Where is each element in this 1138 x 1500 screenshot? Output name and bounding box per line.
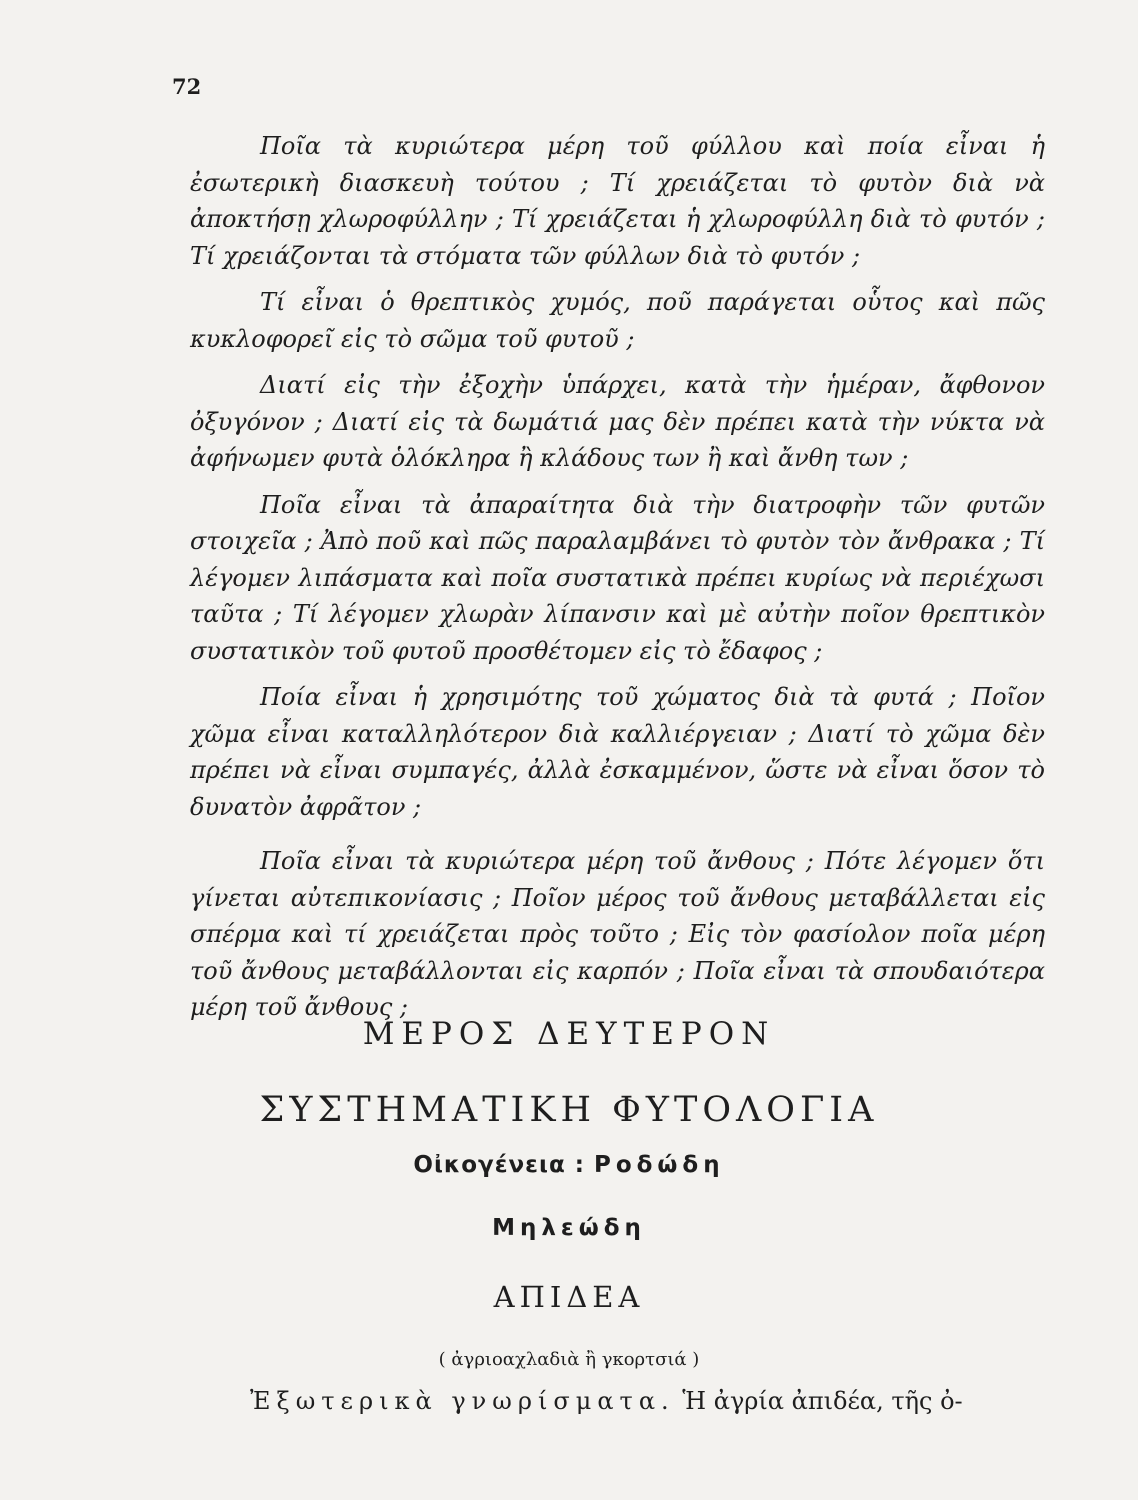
genus-heading: ΑΠΙΔΕΑ <box>493 1280 645 1314</box>
description-start <box>250 1387 1060 1415</box>
question-sap: Τί εἶναι ὁ θρεπτικὸς χυμός, ποῦ παράγεται οὗτος καὶ πῶς κυκλοφορεῖ εἰς τὸ σῶμα τοῦ φυτοῦ ; <box>190 288 1045 353</box>
question-oxygen: Διατί εἰς τὴν ἐξοχὴν ὑπάρχει, κατὰ τὴν ἡμέραν, ἄφθονον ὀξυγόνον ; Διατί εἰς τὰ δωμάτιά μας δὲν πρέπει κατὰ τὴν νύκτα νὰ ἀφήνωμεν φυτὰ ὁλόκληρα ἢ κλάδους των ἢ καὶ ἄνθη των ; <box>190 371 1045 472</box>
question-flower: Ποῖα εἶναι τὰ κυριώτερα μέρη τοῦ ἄνθους ; Πότε λέγομεν ὅτι γίνεται αὐτεπικονίασις ; Ποῖον μέρος τοῦ ἄνθους μεταβάλλεται εἰς σπέρμα καὶ τί χρειάζεται πρὸς τοῦτο ; Εἰς τὸν φασίολον ποῖα μέρη τοῦ ἄνθους μεταβάλλονται εἰς καρπόν ; Ποῖα εἶναι τὰ σπουδαιότερα μέρη τοῦ ἄνθους ; <box>190 847 1045 1021</box>
question-leaf: Ποῖα τὰ κυριώτερα μέρη τοῦ φύλλου καὶ ποία εἶναι ἡ ἐσωτερικὴ διασκευὴ τούτου ; Τί χρειάζεται τὸ φυτὸν διὰ νὰ ἀποκτήσῃ χλωροφύλλην ; Τί χρειάζεται ἡ χλωροφύλλη διὰ τὸ φυτόν ; Τί χρειάζονται τὰ στόματα τῶν φύλλων διὰ τὸ φυτόν ; <box>190 132 1045 270</box>
review-questions <box>190 128 1045 1036</box>
question-nutrition: Ποῖα εἶναι τὰ ἀπαραίτητα διὰ τὴν διατροφὴν τῶν φυτῶν στοιχεῖα ; Ἀπὸ ποῦ καὶ πῶς παραλαμβάνει τὸ φυτὸν τὸν ἄνθρακα ; Τί λέγομεν λιπάσματα καὶ ποῖα συστατικὰ πρέπει κυρίως νὰ περιέχωσι ταῦτα ; Τί λέγομεν χλωρὰν λίπανσιν καὶ μὲ αὐτὴν ποῖον θρεπτικὸν συστατικὸν τοῦ φυτοῦ προσθέτομεν εἰς τὸ ἔδαφος ; <box>190 490 1045 665</box>
page-number: 72 <box>172 74 202 99</box>
common-names: ( ἀγριοαχλαδιὰ ἢ γκορτσιά ) <box>438 1349 700 1370</box>
family-heading <box>0 1152 1138 1178</box>
part-heading: ΜΕΡΟΣ ΔΕΥΤΕΡΟΝ <box>362 1016 776 1052</box>
family-name: Ροδώδη <box>593 1152 725 1178</box>
section-heading: ΣΥΣΤΗΜΑΤΙΚΗ ΦΥΤΟΛΟΓΙΑ <box>259 1090 879 1130</box>
family-label: Οἰκογένεια : <box>413 1152 585 1178</box>
external-features-lead: Ἐξωτερικὰ γνωρίσματα. <box>250 1387 675 1415</box>
question-soil: Ποία εἶναι ἡ χρησιμότης τοῦ χώματος διὰ τὰ φυτά ; Ποῖον χῶμα εἶναι καταλληλότερον διὰ καλλιέργειαν ; Διατί τὸ χῶμα δὲν πρέπει νὰ εἶναι συμπαγές, ἀλλὰ ἐσκαμμένον, ὥστε νὰ εἶναι ὅσον τὸ δυνατὸν ἀφρᾶτον ; <box>190 683 1045 821</box>
description-text: Ἡ ἀγρία ἀπιδέα, τῆς ὀ- <box>682 1387 963 1415</box>
subfamily-heading: Μηλεώδη <box>492 1215 646 1241</box>
